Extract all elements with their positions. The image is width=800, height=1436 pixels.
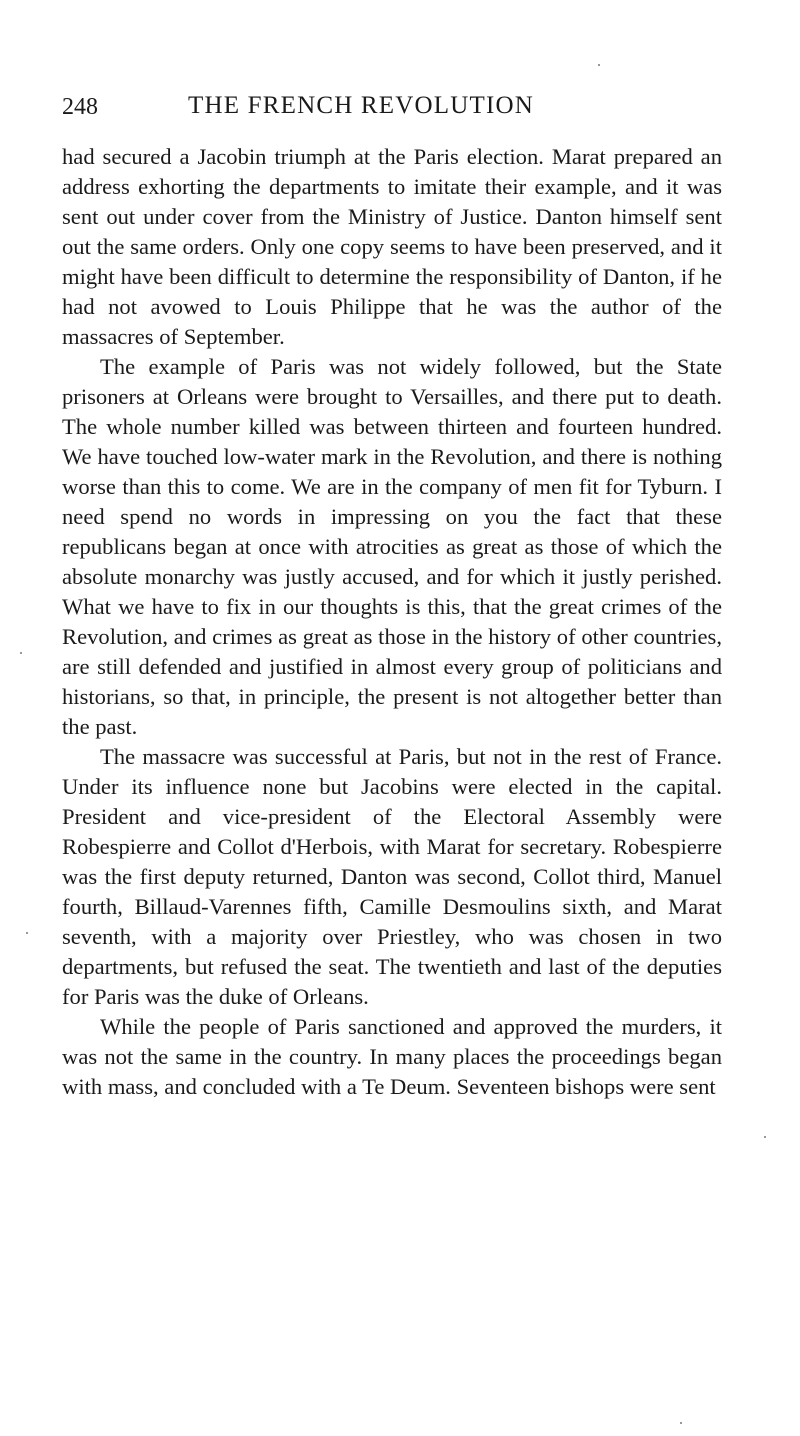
paragraph-2: The example of Paris was not widely followed, but the State prisoners at Orleans were brought to Versailles, and there put to death. The whole number killed was between thirteen and fourteen hundred. We have touched low-water mark in the Revolution, and there is nothing worse than this to come. We are in the company of men fit for Tyburn. I need spend no words in impressing on you the fact that these republicans began at once with atrocities as great as those of which the absolute monarchy was justly accused, and for which it justly perished. What we have to fix in our thoughts is this, that the great crimes of the Revolution, and crimes as great as those in the history of other countries, are still defended and justified in almost every group of politicians and historians, so that, in principle, the present is not altogether better than the past.	[62, 354, 722, 739]
paragraph-1: had secured a Jacobin triumph at the Paris election. Marat prepared an address exhorting the departments to imitate their example, and it was sent out under cover from the Ministry of Justice. Danton himself sent out the same orders. Only one copy seems to have been preserved, and it might have been difficult to determine the responsibility of Danton, if he had not avowed to Louis Philippe that he was the author of the massacres of September.	[62, 144, 722, 349]
paragraph-4: While the people of Paris sanctioned and approved the murders, it was not the same in the country. In many places the proceedings began with mass, and concluded with a Te Deum. Seventeen bishops were sent	[62, 1014, 722, 1099]
print-speck	[764, 1136, 766, 1138]
print-speck	[598, 64, 600, 66]
page-header	[62, 88, 722, 128]
page-number: 248	[62, 94, 98, 120]
paragraph-3: The massacre was successful at Paris, but not in the rest of France. Under its influence none but Jacobins were elected in the capital. President and vice-president of the Electoral Assembly were Robespierre and Collot d'Herbois, with Marat for secretary. Robespierre was the first deputy returned, Danton was second, Collot third, Manuel fourth, Billaud-Varennes fifth, Camille Desmoulins sixth, and Marat seventh, with a majority over Priestley, who was chosen in two departments, but refused the seat. The twentieth and last of the deputies for Paris was the duke of Orleans.	[62, 744, 722, 1009]
body-text	[62, 142, 722, 1102]
print-speck	[20, 652, 22, 654]
print-speck	[26, 932, 28, 934]
book-page	[62, 88, 722, 1102]
running-title: THE FRENCH REVOLUTION	[188, 92, 535, 119]
print-speck	[680, 1422, 682, 1424]
